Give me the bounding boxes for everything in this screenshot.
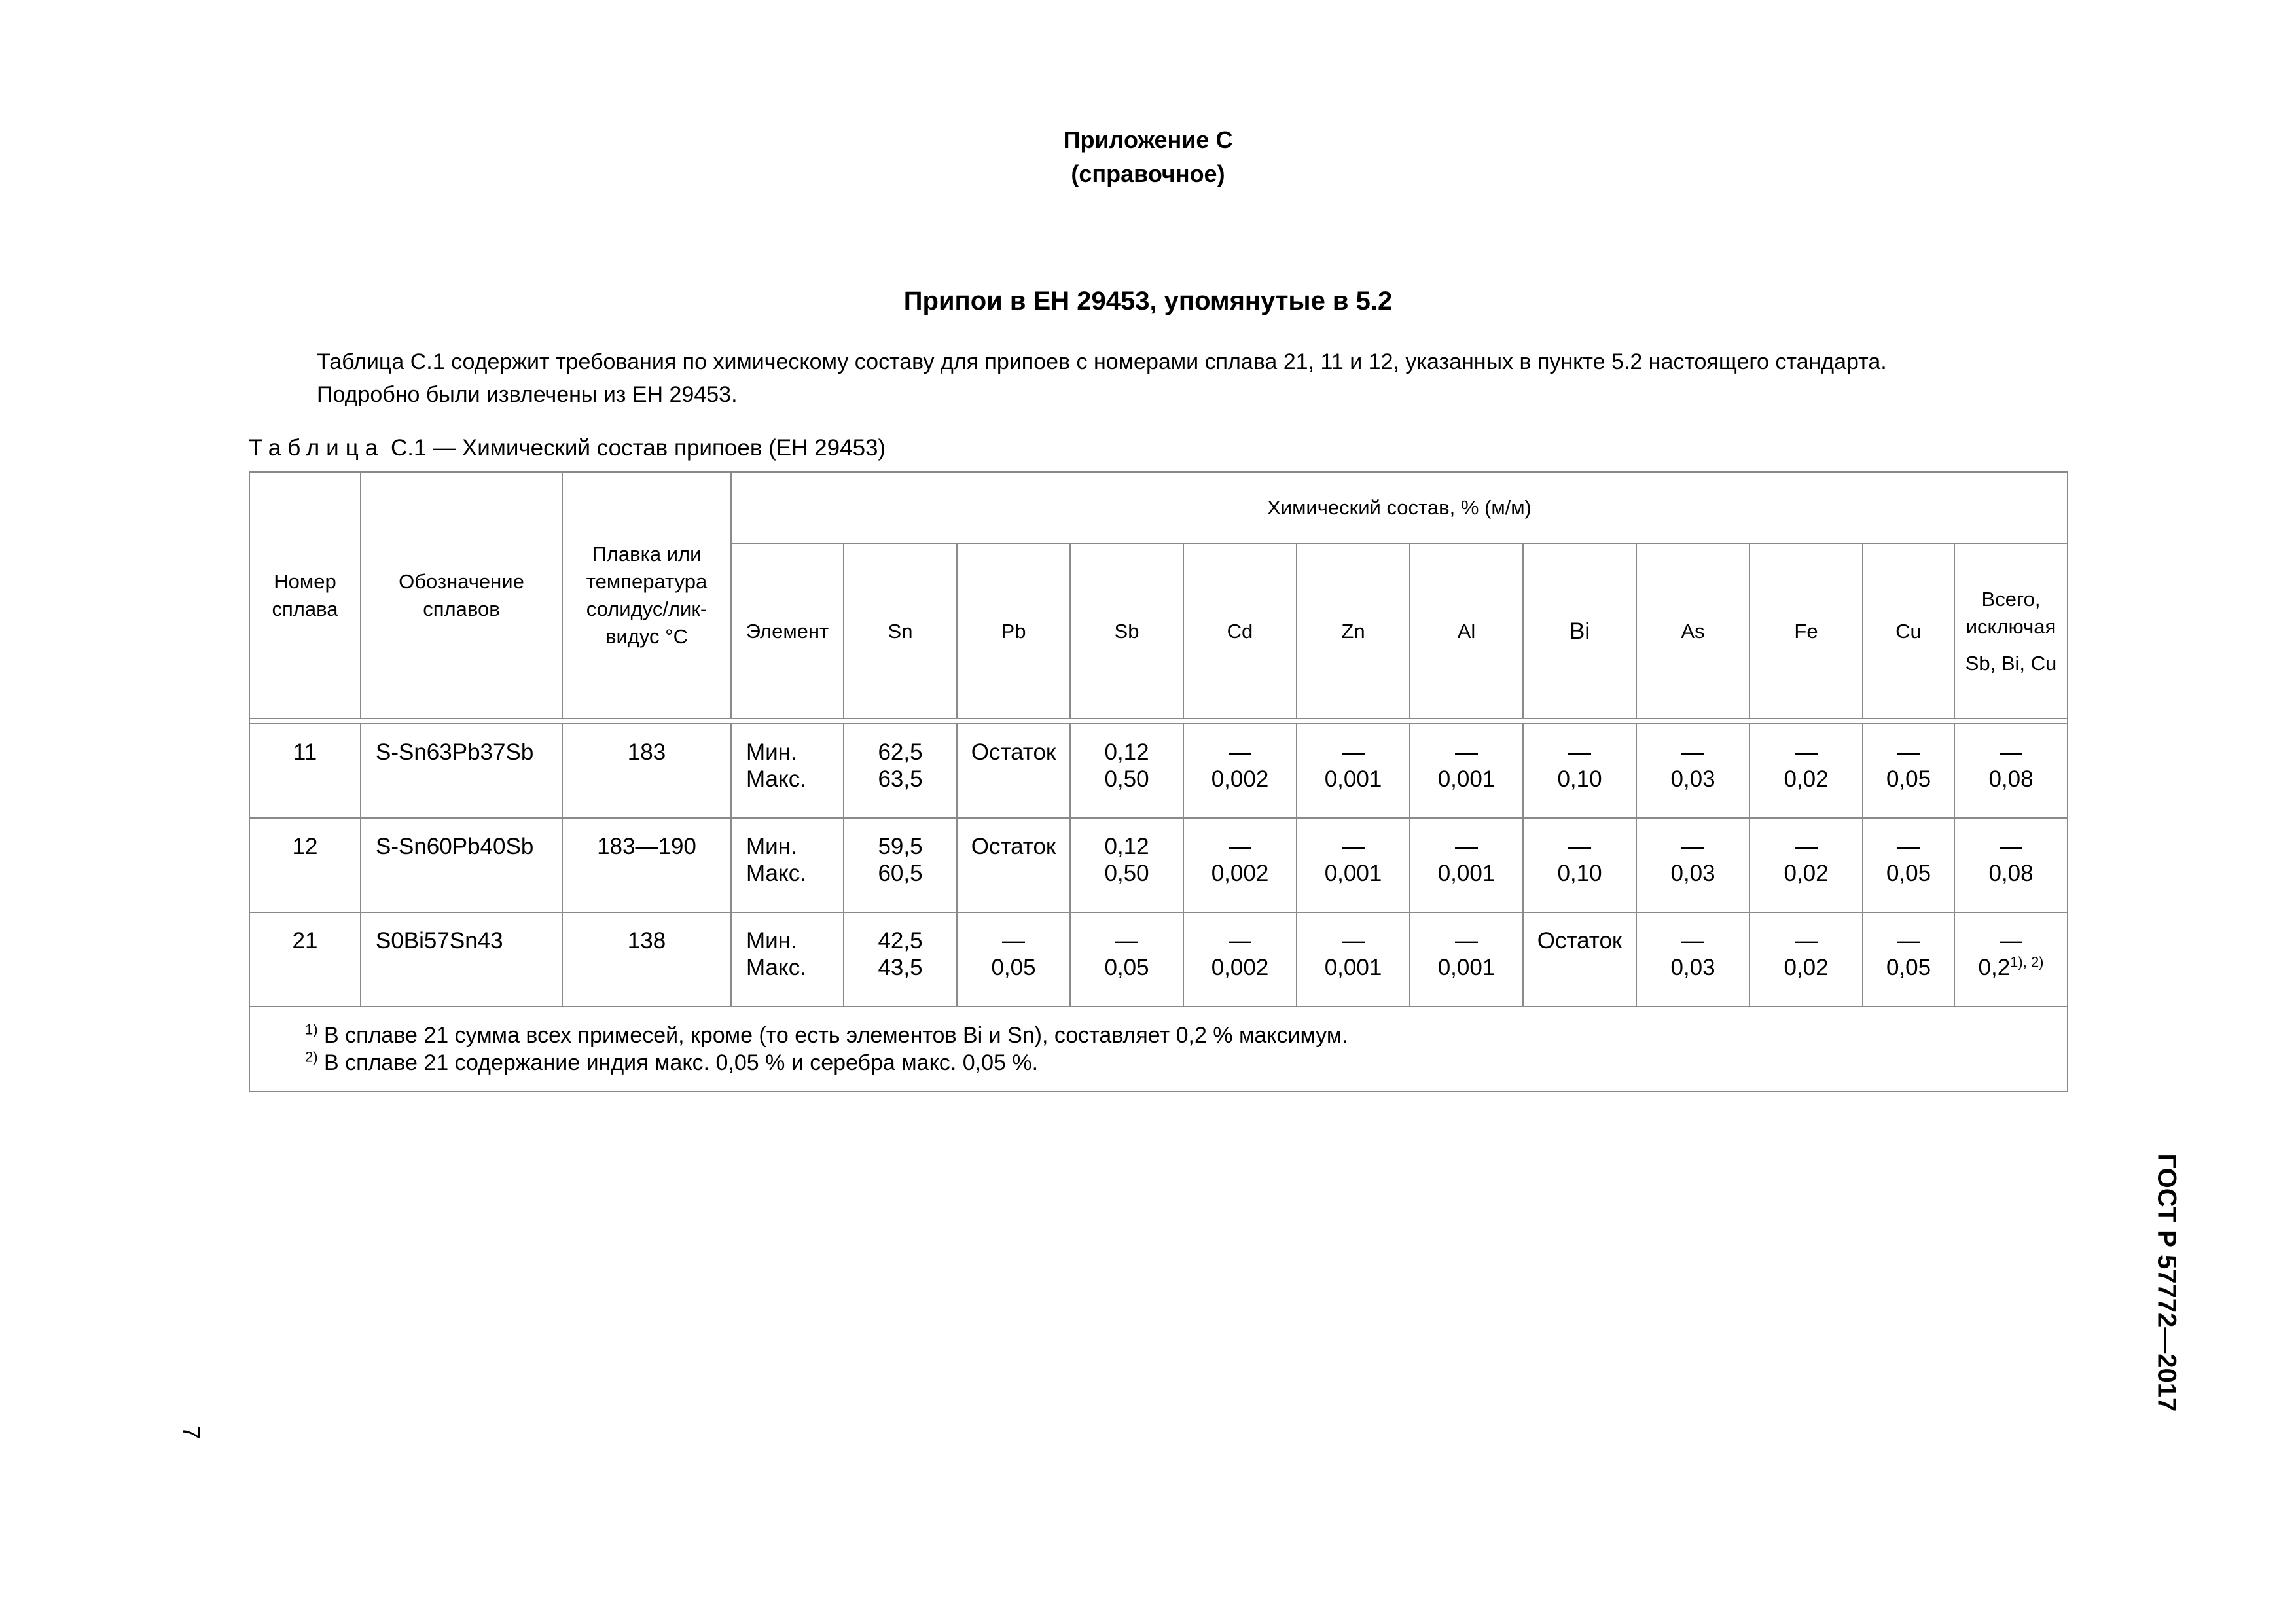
value-max: 0,10: [1557, 861, 1602, 886]
value-max: 0,50: [1104, 766, 1149, 792]
element-value-cell-cd: [1183, 912, 1297, 1007]
alloy-number-cell: 11: [249, 724, 361, 818]
footnote-2-text: В сплаве 21 содержание индия макс. 0,05 % и серебра макс. 0,05 %.: [317, 1050, 1039, 1075]
value-min: —: [1897, 740, 1920, 765]
value-max: 0,02: [1784, 955, 1829, 980]
value-max: 0,05: [991, 955, 1036, 980]
header-total-line-2: Sb, Bi, Cu: [1965, 651, 2057, 675]
header-element-sn: Sn: [844, 544, 957, 719]
value-min: 59,5: [878, 834, 923, 859]
element-value-cell-as: [1636, 724, 1749, 818]
header-element-pb: Pb: [957, 544, 1070, 719]
max-label: Макс.: [746, 766, 806, 792]
min-label: Мин.: [746, 740, 797, 765]
value-max: 0,001: [1437, 861, 1496, 886]
appendix-title: Приложение С: [1063, 126, 1233, 153]
max-label: Макс.: [746, 861, 806, 886]
value-min: —: [1568, 740, 1591, 765]
value-min: Остаток: [971, 740, 1056, 765]
element-value-cell-zn: [1297, 912, 1410, 1007]
value-max: 0,02: [1784, 766, 1829, 792]
value-min: —: [1681, 928, 1704, 954]
value-max: 0,03: [1670, 955, 1715, 980]
value-min: —: [1681, 740, 1704, 765]
value-min: —: [1229, 740, 1251, 765]
header-element-cu: Cu: [1863, 544, 1954, 719]
value-min: —: [1342, 740, 1365, 765]
value-max: 0,05: [1104, 955, 1149, 980]
footnote-1-text: В сплаве 21 сумма всех примесей, кроме (то есть элементов Bi и Sn), составляет 0,2 % максимум.: [317, 1023, 1348, 1048]
total-value-cell: [1954, 724, 2068, 818]
total-min: —: [2000, 834, 2022, 859]
section-title: Припои в ЕН 29453, упомянутые в 5.2: [903, 287, 1393, 315]
value-min: —: [1455, 834, 1478, 859]
element-value-cell-cd: [1183, 724, 1297, 818]
header-element-al: Al: [1410, 544, 1523, 719]
total-max-wrap: [1959, 954, 2063, 981]
min-label: Мин.: [746, 928, 797, 954]
footnote-1: [305, 1022, 2063, 1049]
footnote-1-mark: 1): [305, 1021, 318, 1038]
value-max: 0,002: [1211, 861, 1269, 886]
value-max: 0,03: [1670, 766, 1715, 792]
element-value-cell-zn: [1297, 724, 1410, 818]
header-alloy-number: Номер сплава: [249, 472, 361, 719]
value-max: 0,001: [1437, 955, 1496, 980]
header-element-sb: Sb: [1070, 544, 1183, 719]
header-separator: [249, 719, 2068, 724]
intro-line-1: Таблица С.1 содержит требования по химическому составу для припоев с номерами сплава 21, 11 и 12, указанных в пункте 5.2 настоящего стандарта.: [317, 349, 1887, 374]
element-value-cell-sb: [1070, 818, 1183, 912]
footnote-2-mark: 2): [305, 1048, 318, 1065]
header-element-as: As: [1636, 544, 1749, 719]
alloy-number-cell: 12: [249, 818, 361, 912]
element-value-cell-sn: [844, 818, 957, 912]
value-max: [961, 860, 1066, 887]
melting-cell: 138: [562, 912, 731, 1007]
min-max-label-cell: [731, 818, 844, 912]
table-row: [249, 724, 2068, 818]
element-value-cell-cu: [1863, 724, 1954, 818]
value-min: 0,12: [1104, 834, 1149, 859]
value-min: 62,5: [878, 740, 923, 765]
element-value-cell-fe: [1749, 724, 1863, 818]
value-max: 0,001: [1324, 955, 1382, 980]
value-max: 0,05: [1886, 955, 1931, 980]
element-value-cell-pb: [957, 724, 1070, 818]
element-value-cell-cu: [1863, 818, 1954, 912]
total-min: —: [2000, 740, 2022, 765]
header-element: Элемент: [731, 544, 844, 719]
footnote-row: [249, 1007, 2068, 1092]
value-min: —: [1342, 928, 1365, 954]
value-min: 0,12: [1104, 740, 1149, 765]
value-max: 0,001: [1324, 861, 1382, 886]
value-min: —: [1455, 740, 1478, 765]
value-max: 0,001: [1324, 766, 1382, 792]
total-value-cell: [1954, 818, 2068, 912]
designation-cell: S-Sn60Pb40Sb: [361, 818, 562, 912]
value-max: [961, 766, 1066, 793]
header-designation: Обозначение сплавов: [361, 472, 562, 719]
value-min: —: [1795, 740, 1818, 765]
value-max: 0,02: [1784, 861, 1829, 886]
element-value-cell-fe: [1749, 818, 1863, 912]
element-value-cell-fe: [1749, 912, 1863, 1007]
value-max: 0,10: [1557, 766, 1602, 792]
designation-cell: S-Sn63Pb37Sb: [361, 724, 562, 818]
header-element-fe: Fe: [1749, 544, 1863, 719]
footnote-2: [305, 1049, 2063, 1077]
value-max: 0,03: [1670, 861, 1715, 886]
total-max: 0,08: [1988, 861, 2034, 886]
element-value-cell-pb: [957, 912, 1070, 1007]
alloy-number-cell: 21: [249, 912, 361, 1007]
element-value-cell-bi: [1523, 818, 1636, 912]
header-element-cd: Cd: [1183, 544, 1297, 719]
element-value-cell-sn: [844, 912, 957, 1007]
value-max: 0,50: [1104, 861, 1149, 886]
table-row: [249, 912, 2068, 1007]
standard-identifier: ГОСТ Р 57772—2017: [2152, 1153, 2181, 1412]
element-value-cell-al: [1410, 724, 1523, 818]
value-max: [1528, 954, 1632, 981]
total-max: 0,2: [1978, 955, 2011, 980]
footnotes: [249, 1007, 2068, 1092]
element-value-cell-al: [1410, 818, 1523, 912]
intro-paragraph: [317, 346, 2084, 411]
intro-line-2: Подробно были извлечены из ЕН 29453.: [317, 382, 738, 407]
value-min: —: [1897, 928, 1920, 954]
appendix-heading: [0, 123, 2296, 191]
total-value-cell: [1954, 912, 2068, 1007]
element-value-cell-sb: [1070, 724, 1183, 818]
value-min: —: [1795, 834, 1818, 859]
value-min: —: [1897, 834, 1920, 859]
value-min: Остаток: [971, 834, 1056, 859]
value-min: —: [1229, 928, 1251, 954]
value-min: —: [1229, 834, 1251, 859]
min-label: Мин.: [746, 834, 797, 859]
value-min: 42,5: [878, 928, 923, 954]
table-caption: [249, 432, 886, 465]
value-max: 43,5: [878, 955, 923, 980]
melting-cell: 183—190: [562, 818, 731, 912]
total-footnote-ref: 1), 2): [2010, 954, 2044, 971]
melting-cell: 183: [562, 724, 731, 818]
element-value-cell-as: [1636, 912, 1749, 1007]
designation-cell: S0Bi57Sn43: [361, 912, 562, 1007]
element-value-cell-pb: [957, 818, 1070, 912]
element-value-cell-bi: [1523, 724, 1636, 818]
page-number: 7: [178, 1425, 206, 1440]
value-max: 0,05: [1886, 861, 1931, 886]
total-max: 0,08: [1988, 766, 2034, 792]
total-max-wrap: [1959, 860, 2063, 887]
value-max: 0,002: [1211, 955, 1269, 980]
composition-table: [249, 471, 2068, 1092]
appendix-subtitle: (справочное): [1071, 160, 1225, 187]
element-value-cell-sb: [1070, 912, 1183, 1007]
header-chemical-composition: Химический состав, % (м/м): [731, 472, 2068, 544]
total-min: —: [2000, 928, 2022, 954]
value-min: Остаток: [1537, 928, 1623, 954]
element-value-cell-cd: [1183, 818, 1297, 912]
header-total-line-1: Всего, исключая: [1965, 587, 2056, 638]
table-header-row-1: [249, 472, 2068, 544]
element-value-cell-bi: [1523, 912, 1636, 1007]
table-row: [249, 818, 2068, 912]
element-value-cell-as: [1636, 818, 1749, 912]
max-label: Макс.: [746, 955, 806, 980]
header-total-excluding: [1954, 544, 2068, 719]
header-element-zn: Zn: [1297, 544, 1410, 719]
value-max: 60,5: [878, 861, 923, 886]
value-max: 0,001: [1437, 766, 1496, 792]
table-caption-text: С.1 — Химический состав припоев (ЕН 29453): [384, 435, 886, 461]
header-melting-temperature: Плавка или температура солидус/лик-видус °С: [562, 472, 731, 719]
value-min: —: [1342, 834, 1365, 859]
value-max: 63,5: [878, 766, 923, 792]
value-min: —: [1115, 928, 1138, 954]
element-value-cell-zn: [1297, 818, 1410, 912]
total-max-wrap: [1959, 766, 2063, 793]
min-max-label-cell: [731, 912, 844, 1007]
value-min: —: [1568, 834, 1591, 859]
value-min: —: [1795, 928, 1818, 954]
value-min: —: [1002, 928, 1025, 954]
element-value-cell-sn: [844, 724, 957, 818]
table-caption-label: Таблица: [249, 435, 385, 461]
value-min: —: [1681, 834, 1704, 859]
header-element-bi: Bi: [1523, 544, 1636, 719]
element-value-cell-cu: [1863, 912, 1954, 1007]
value-min: —: [1455, 928, 1478, 954]
value-max: 0,002: [1211, 766, 1269, 792]
value-max: 0,05: [1886, 766, 1931, 792]
element-value-cell-al: [1410, 912, 1523, 1007]
min-max-label-cell: [731, 724, 844, 818]
